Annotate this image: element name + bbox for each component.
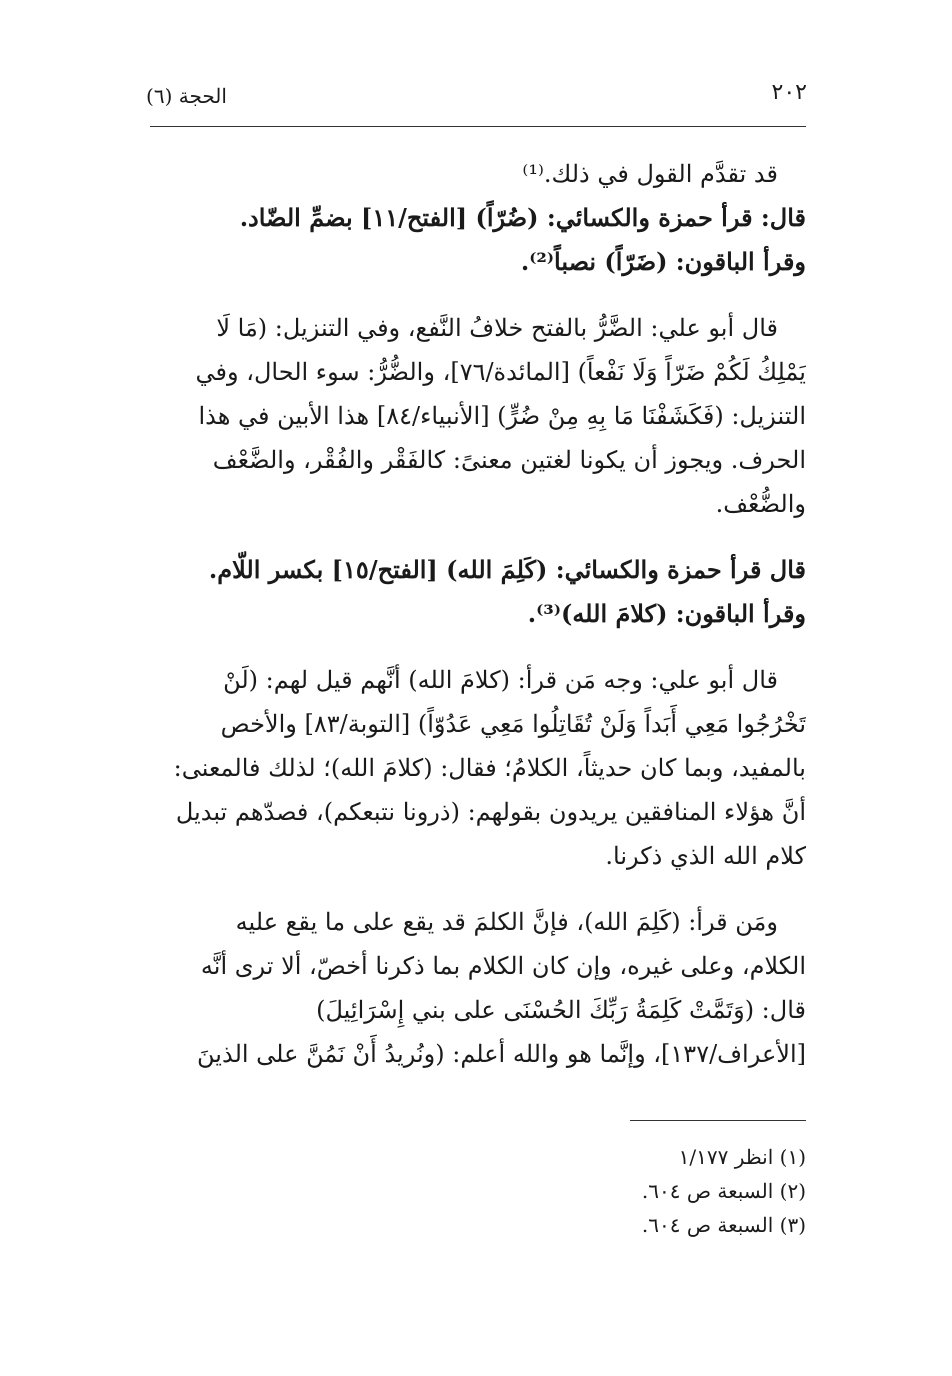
text-line: قال: (وَتَمَّتْ كَلِمَةُ رَبِّكَ الحُسْنَى على بني إِسْرَائِيلَ): [316, 996, 806, 1024]
text-line: والضُّعْف.: [715, 490, 806, 518]
text-line: قال أبو علي: الضَّرُّ بالفتح خلافُ النَّفع، وفي التنزيل: (مَا لَا: [216, 314, 778, 342]
text-line: قال قرأ حمزة والكسائي: (كَلِمَ الله) [الفتح/١٥] بكسر اللّام.: [208, 555, 806, 584]
running-title: الحجة (٦): [146, 84, 227, 108]
paragraph-gap: [150, 636, 806, 658]
text-line: قال: قرأ حمزة والكسائي: (ضُرّاً) [الفتح/١١] بضمِّ الضّاد.: [239, 203, 806, 232]
page-number: ٢٠٢: [771, 80, 807, 105]
text-line: قال أبو علي: وجه مَن قرأ: (كلامَ الله) أنَّهم قيل لهم: (لَنْ: [223, 666, 778, 694]
text-line: أنَّ هؤلاء المنافقين يريدون بقولهم: (ذرونا نتبعكم)، فصدّهم تبديل: [175, 798, 806, 826]
paragraph: [150, 900, 806, 1076]
text-line: تَخْرُجُوا مَعِي أَبَداً وَلَنْ تُقَاتِلُوا مَعِي عَدُوّاً) [التوبة/٨٣] والأخص: [220, 710, 806, 738]
footnote: (١) انظر ١/١٧٧: [678, 1145, 806, 1169]
text-line: الحرف. ويجوز أن يكونا لغتين معنىً: كالفَقْر والفُقْر، والضَّعْف: [212, 446, 806, 474]
text-line: وقرأ الباقون: (كلامَ الله)⁽³⁾.: [527, 599, 806, 628]
text-line: التنزيل: (فَكَشَفْنَا مَا بِهِ مِنْ ضُرٍّ) [الأنبياء/٨٤] هذا الأبين في هذا: [198, 402, 806, 430]
paragraph: [150, 658, 806, 878]
main-text: [150, 152, 806, 1076]
text-line: ومَن قرأ: (كَلِمَ الله)، فإنَّ الكلمَ قد يقع على ما يقع عليه: [235, 908, 778, 936]
text-line: الكلام، وعلى غيره، وإن كان الكلام بما ذكرنا أخصّ، ألا ترى أنَّه: [200, 952, 806, 980]
header-divider: [150, 126, 806, 127]
paragraph: [150, 152, 806, 196]
text-line: كلام الله الذي ذكرنا.: [605, 842, 806, 870]
footnote: (٢) السبعة ص ٦٠٤.: [641, 1179, 806, 1203]
text-line: وقرأ الباقون: (ضَرّاً) نصباً⁽²⁾.: [520, 247, 806, 276]
text-line: يَمْلِكُ لَكُمْ ضَرّاً وَلَا نَفْعاً) [المائدة/٧٦]، والضُّرُّ: سوء الحال، وفي: [195, 358, 806, 386]
footnote: (٣) السبعة ص ٦٠٤.: [641, 1213, 806, 1237]
paragraph-gap: [150, 526, 806, 548]
text-line: [الأعراف/١٣٧]، وإنَّما هو والله أعلم: (ونُريدُ أَنْ نَمُنَّ على الذينَ: [197, 1040, 806, 1068]
paragraph-gap: [150, 878, 806, 900]
text-line: قد تقدَّم القول في ذلك.⁽¹⁾: [522, 160, 778, 188]
footnote-divider: [630, 1120, 806, 1121]
reading-paragraph: [150, 196, 806, 284]
paragraph-gap: [150, 284, 806, 306]
reading-paragraph: [150, 548, 806, 636]
footnotes: [406, 1140, 806, 1242]
text-line: بالمفيد، وبما كان حديثاً، الكلامُ؛ فقال: (كلامَ الله)؛ لذلك فالمعنى:: [173, 754, 806, 782]
paragraph: [150, 306, 806, 526]
